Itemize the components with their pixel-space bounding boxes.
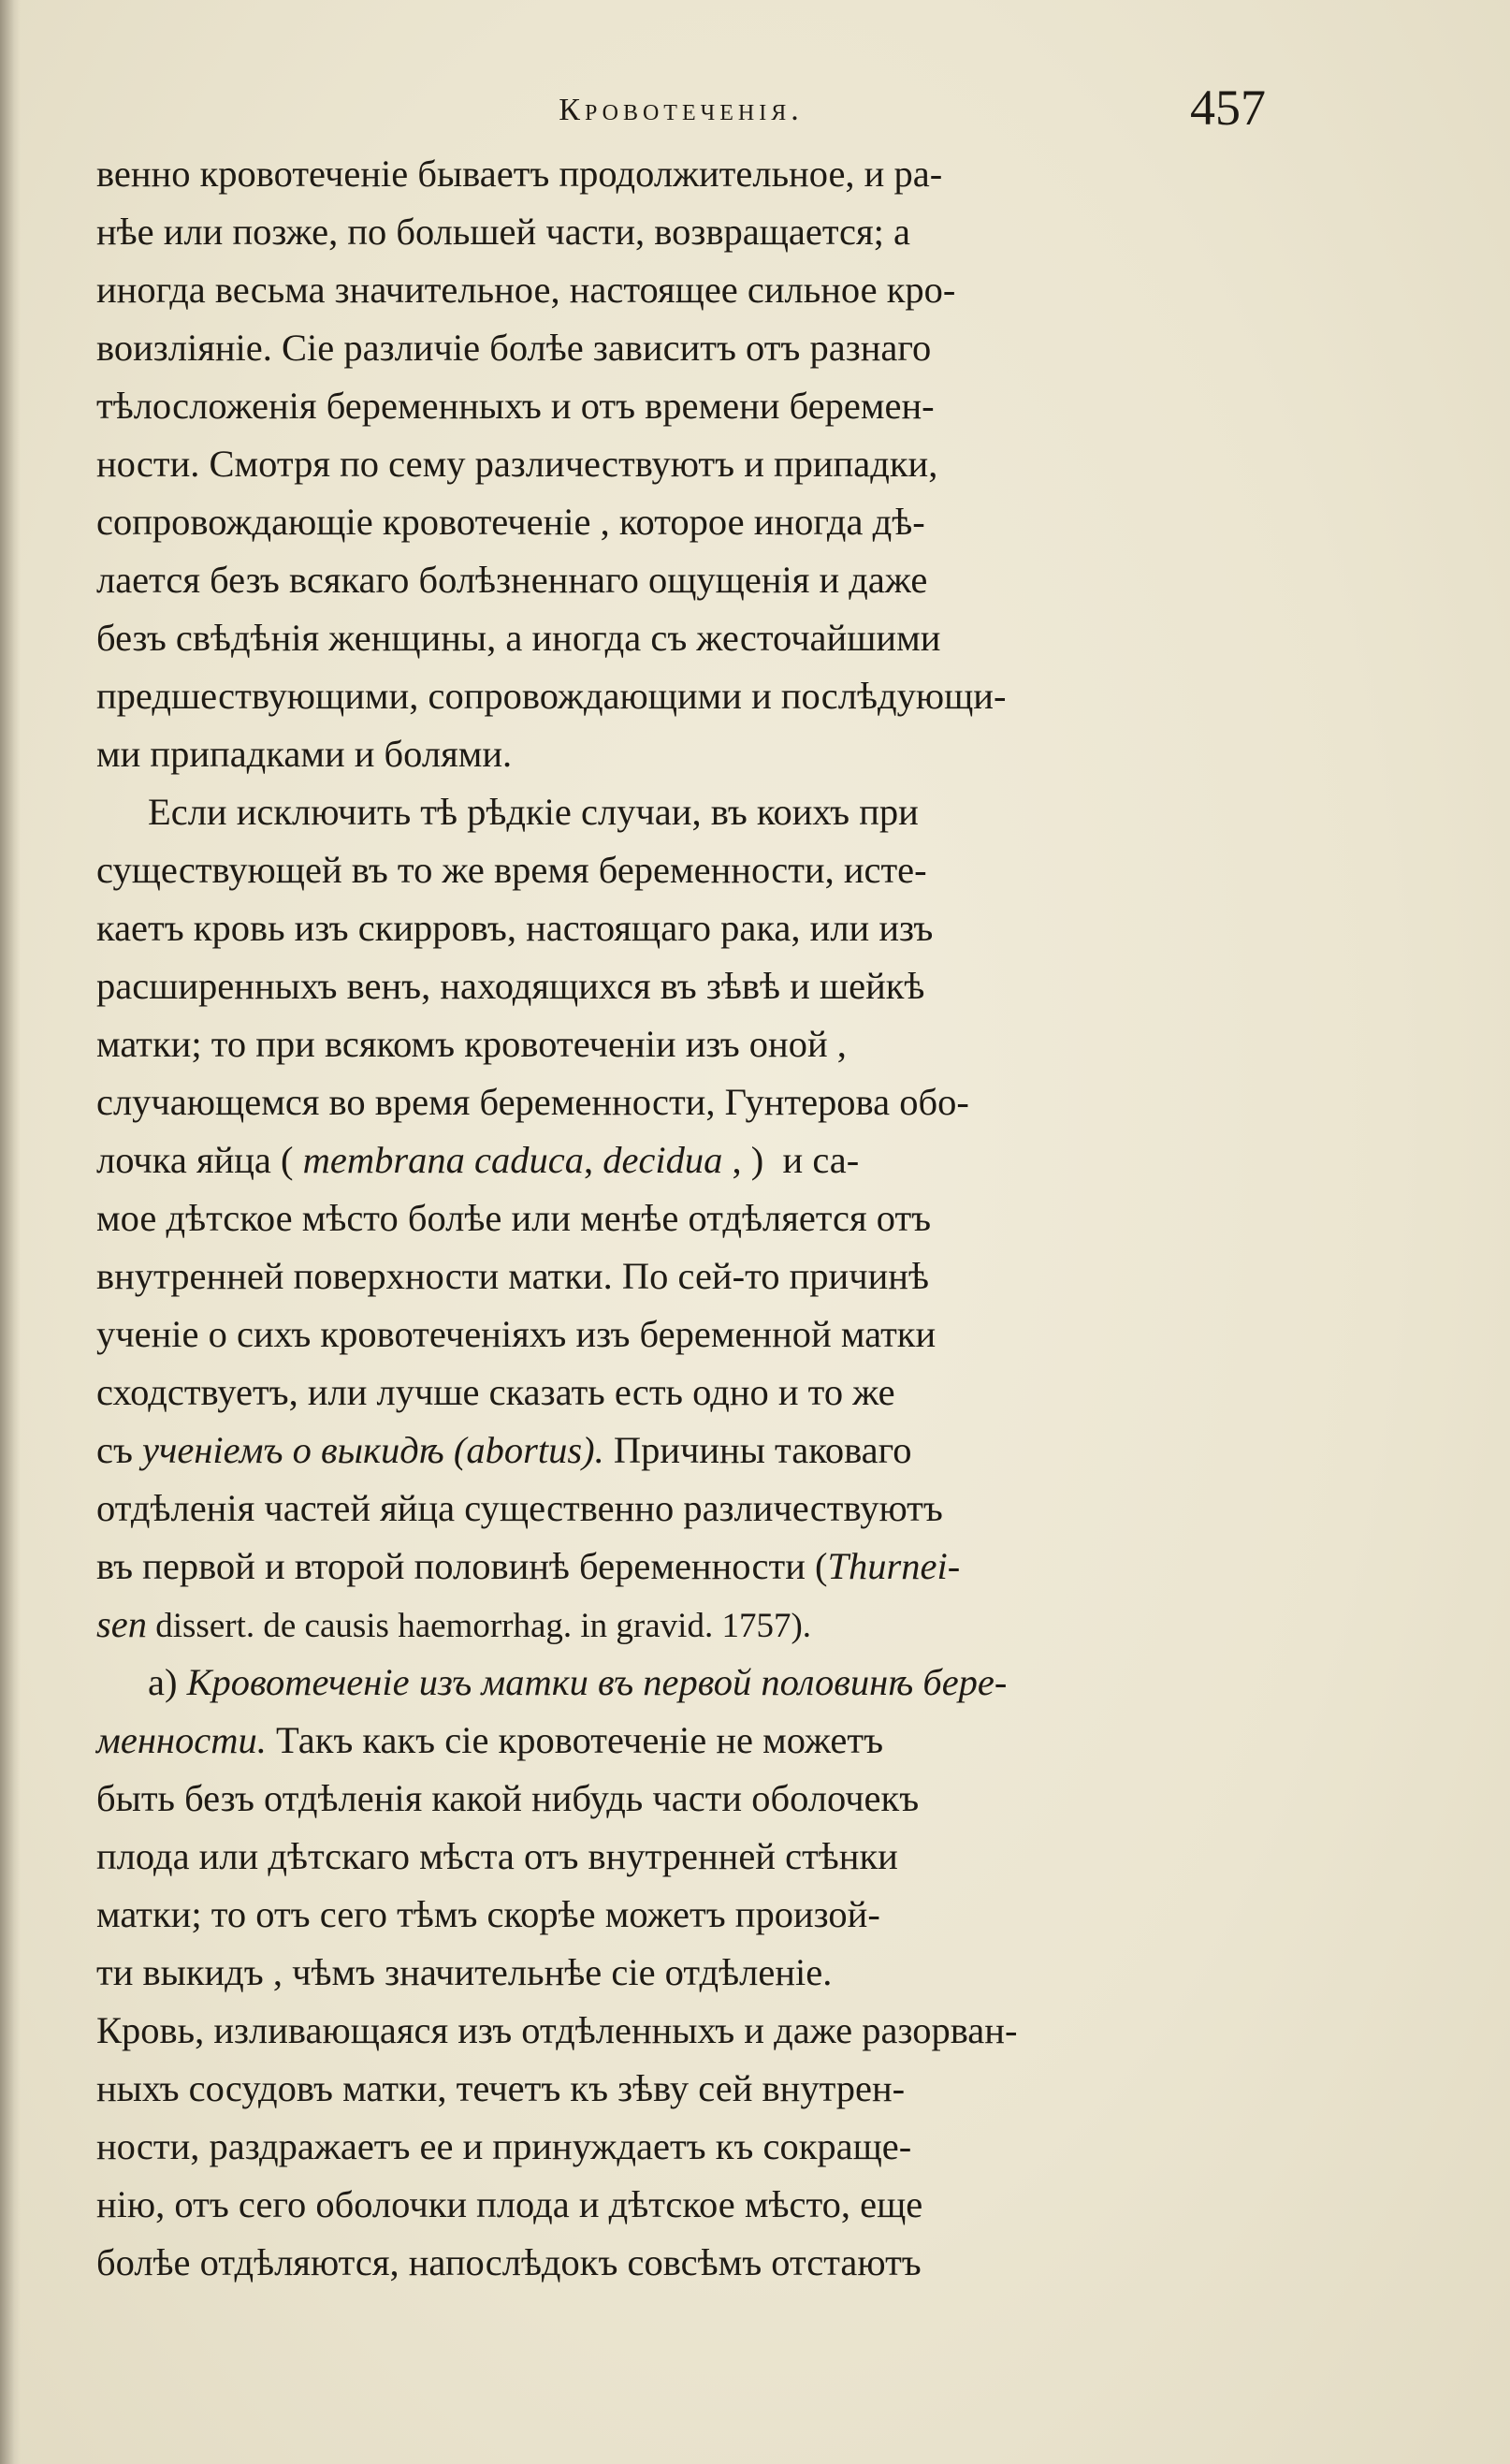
text-line-citation: въ первой и второй половинѣ беременности (Thurnei- [96, 1545, 961, 1587]
latin-term: membrana caduca [302, 1139, 584, 1181]
text-line: нѣе или позже, по большей части, возвращается; а [96, 211, 910, 253]
citation-author: sen [96, 1603, 147, 1645]
page-number: 457 [1190, 80, 1266, 136]
running-head: Кровотеченія. [559, 93, 804, 127]
text-line: иногда весьма значительное, настоящее сильное кро- [96, 269, 956, 311]
text-line: случающемся во время беременности, Гунтерова обо- [96, 1081, 969, 1123]
gutter-shadow [0, 0, 21, 2464]
text-line: лается безъ всякаго болѣзненнаго ощущенія и даже [96, 559, 928, 601]
text-line: внутренней поверхности матки. По сей-то причинѣ [96, 1255, 929, 1297]
text-line: каетъ кровь изъ скирровъ, настоящаго рака, или изъ [96, 907, 934, 949]
text-line: существующей въ то же время беременности, исте- [96, 849, 927, 891]
text-line: плода или дѣтскаго мѣста отъ внутренней стѣнки [96, 1835, 898, 1877]
text-line: ности, раздражаетъ ее и принуждаетъ къ сокраще- [96, 2125, 912, 2167]
text-line: матки; то при всякомъ кровотеченіи изъ оной , [96, 1023, 847, 1065]
text-line: расширенныхъ венъ, находящихся въ зѣвѣ и шейкѣ [96, 965, 925, 1007]
paragraph-1 [96, 145, 1266, 783]
text-line: мое дѣтское мѣсто болѣе или менѣе отдѣляется отъ [96, 1197, 932, 1239]
text-line-citation [96, 1596, 1266, 1654]
text-line: сопровождающіе кровотеченіе , которое иногда дѣ- [96, 501, 925, 543]
text-line: ми припадками и болями. [96, 733, 513, 775]
text-line: безъ свѣдѣнія женщины, а иногда съ жесточайшими [96, 617, 941, 659]
citation-text: dissert. de causis haemorrhag. in gravid. 1757). [147, 1607, 812, 1645]
text-line: ныхъ сосудовъ матки, течетъ къ зѣву сей внутрен- [96, 2067, 906, 2109]
text-line: предшествующими, сопровождающими и послѣдующи- [96, 675, 1007, 717]
latin-term: decidua [603, 1139, 723, 1181]
text-line: венно кровотеченіе бываетъ продолжительное, и ра- [96, 153, 943, 195]
text-line: менности. Такъ какъ сіе кровотеченіе не можетъ [96, 1719, 884, 1761]
text-line: болѣе отдѣляются, напослѣдокъ совсѣмъ отстаютъ [96, 2241, 922, 2283]
text-line: Кровь, изливающаяся изъ отдѣленныхъ и даже разорван- [96, 2009, 1018, 2051]
text-line: быть безъ отдѣленія какой нибудь части оболочекъ [96, 1777, 920, 1819]
section-heading: менности. [96, 1719, 267, 1761]
section-heading: Кровотеченіе изъ матки въ первой половинѣ бере- [186, 1661, 1008, 1703]
text-line: отдѣленія частей яйца существенно различествуютъ [96, 1487, 943, 1529]
text-line: воизліяніе. Сіе различіе болѣе зависитъ отъ разнаго [96, 327, 932, 369]
citation-author: Thurnei- [827, 1545, 961, 1587]
text-line: ти выкидъ , чѣмъ значительнѣе сіе отдѣленіе. [96, 1951, 833, 1993]
text-block [96, 80, 1266, 2292]
text-line-abortus: съ ученіемъ о выкидѣ (abortus). Причины таковаго [96, 1429, 912, 1471]
italic-term: ученіемъ о выкидѣ [142, 1429, 444, 1471]
text-line: сходствуетъ, или лучше сказать есть одно и то же [96, 1371, 895, 1413]
paragraph-3 [96, 1654, 1266, 2292]
section-heading-line: а) Кровотеченіе изъ матки въ первой половинѣ бере- [148, 1661, 1008, 1703]
latin-term: (abortus). [443, 1429, 604, 1471]
text-line: тѣлосложенія беременныхъ и отъ времени беремен- [96, 385, 935, 427]
text-line: ности. Смотря по сему различествуютъ и припадки, [96, 443, 938, 485]
page-header [96, 80, 1266, 145]
paragraph-2 [96, 783, 1266, 1654]
text-line: ученіе о сихъ кровотеченіяхъ изъ беременной матки [96, 1313, 936, 1355]
text-line-latin-terms: лочка яйца ( membrana caduca, decidua , ) и са- [96, 1139, 860, 1181]
text-line: нію, отъ сего оболочки плода и дѣтское мѣсто, еще [96, 2183, 923, 2225]
text-line: Если исключить тѣ рѣдкіе случаи, въ коихъ при [148, 791, 919, 833]
text-line: матки; то отъ сего тѣмъ скорѣе можетъ произой- [96, 1893, 880, 1935]
